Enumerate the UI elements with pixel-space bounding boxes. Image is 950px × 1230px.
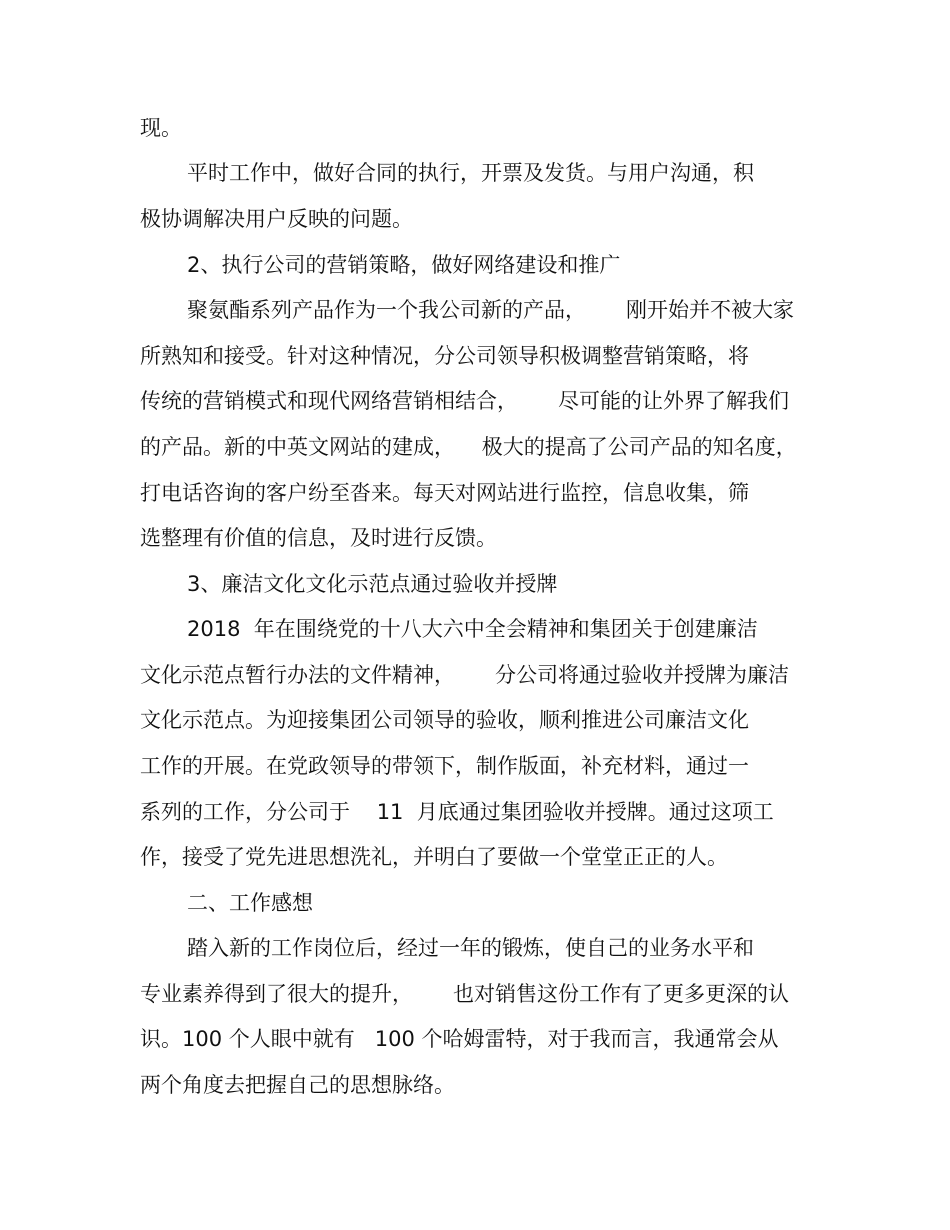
- text-line: 两个角度去把握自己的思想脉络。: [140, 1073, 455, 1097]
- text-line: 踏入新的工作岗位后，经过一年的锻炼，使自己的业务水平和: [187, 936, 754, 960]
- section-heading: 2、执行公司的营销策略，做好网络建设和推广: [187, 253, 621, 277]
- text-line: 选整理有价值的信息，及时进行反馈。: [140, 526, 497, 550]
- text-line: 文化示范点暂行办法的文件精神， 分公司将通过验收并授牌为廉洁: [140, 663, 790, 687]
- section-heading: 3、廉洁文化文化示范点通过验收并授牌: [187, 572, 558, 596]
- text-line: 专业素养得到了很大的提升， 也对销售这份工作有了更多更深的认: [140, 982, 790, 1006]
- text-line: 系列的工作，分公司于 11 月底通过集团验收并授牌。通过这项工: [140, 800, 774, 824]
- text-line: 极协调解决用户反映的问题。: [140, 207, 413, 231]
- text-line: 识。100 个人眼中就有 100 个哈姆雷特，对于我而言，我通常会从: [140, 1027, 779, 1051]
- text-line: 打电话咨询的客户纷至沓来。每天对网站进行监控，信息收集，筛: [140, 481, 749, 505]
- text-line: 所熟知和接受。针对这种情况，分公司领导积极调整营销策略，将: [140, 344, 749, 368]
- text-line: 作，接受了党先进思想洗礼，并明白了要做一个堂堂正正的人。: [140, 845, 728, 869]
- text-line: 2018 年在围绕党的十八大六中全会精神和集团关于创建廉洁: [187, 617, 758, 641]
- text-line: 文化示范点。为迎接集团公司领导的验收，顺利推进公司廉洁文化: [140, 708, 749, 732]
- section-heading: 二、工作感想: [187, 891, 313, 915]
- text-line: 的产品。新的中英文网站的建成， 极大的提高了公司产品的知名度，: [140, 435, 797, 459]
- text-line: 聚氨酯系列产品作为一个我公司新的产品， 刚开始并不被大家: [187, 298, 795, 322]
- text-line: 现。: [140, 116, 182, 140]
- text-line: 平时工作中，做好合同的执行，开票及发货。与用户沟通，积: [187, 161, 754, 185]
- text-line: 工作的开展。在党政领导的带领下，制作版面，补充材料，通过一: [140, 754, 749, 778]
- text-line: 传统的营销模式和现代网络营销相结合， 尽可能的让外界了解我们: [140, 389, 790, 413]
